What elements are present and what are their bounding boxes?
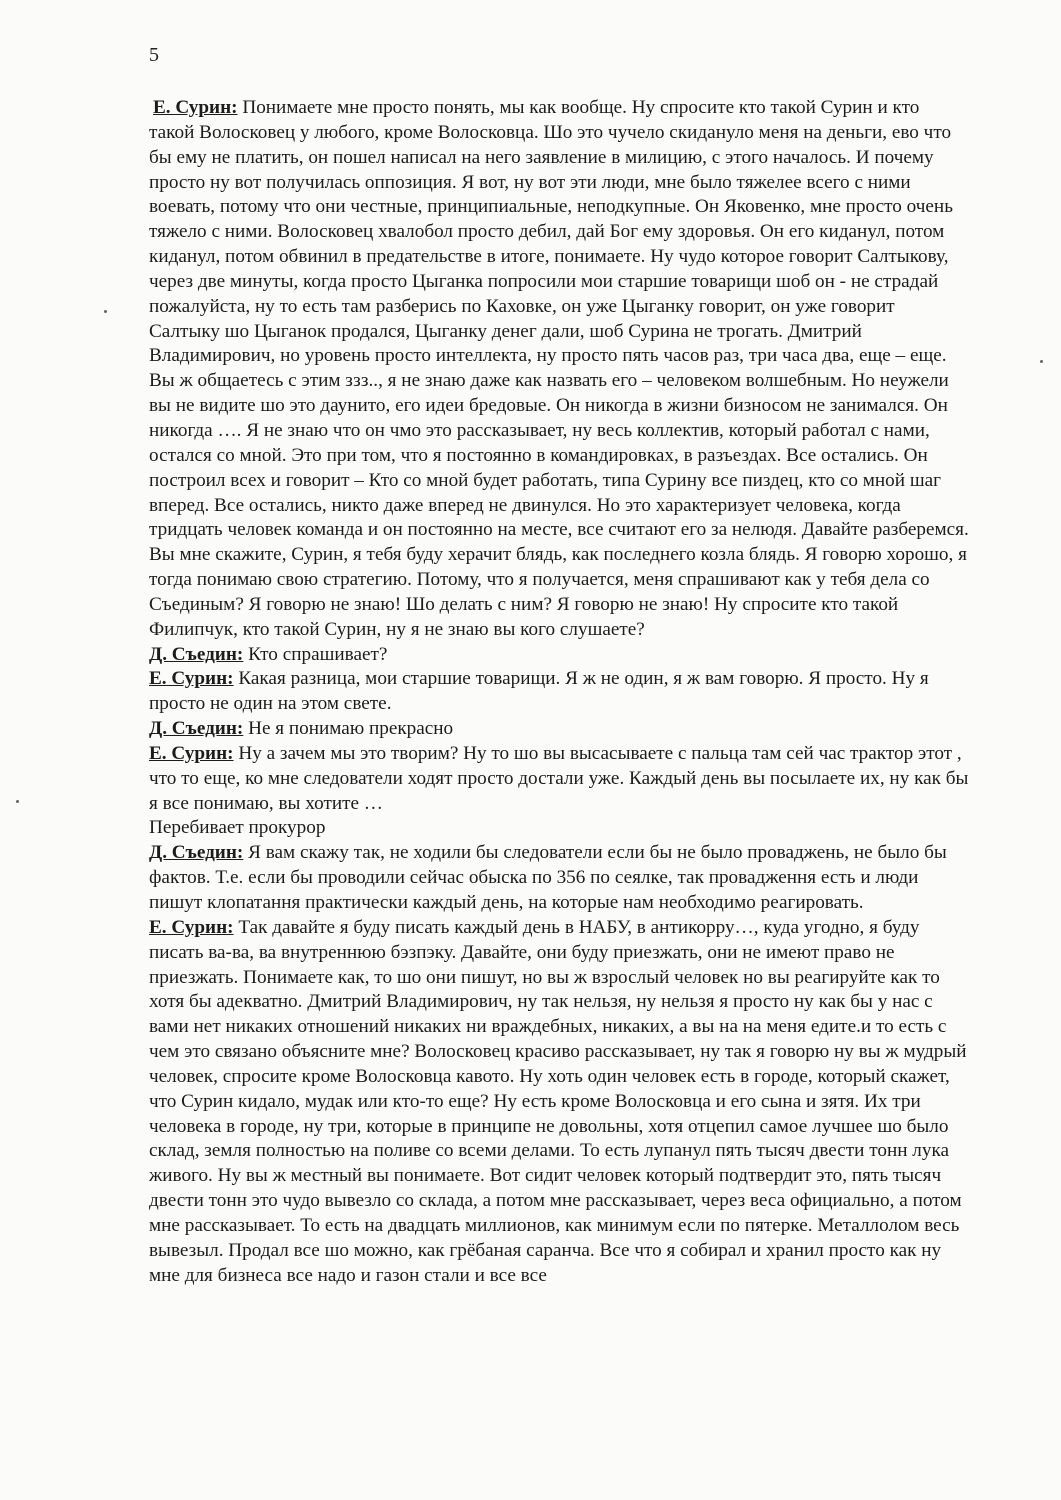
transcript-paragraph [149,667,969,717]
speaker-label: Д. Съедин: [149,643,244,665]
utterance-text: Какая разница, мои старшие товарищи. Я ж не один, я ж вам говорю. Я просто. Ну я просто не один на этом свете. [149,668,929,715]
utterance-text: Так давайте я буду писать каждый день в НАБУ, в антикорру…, куда угодно, я буду писать ва-ва, ва внутреннюю бэзпэку. Давайте, они буду приезжать, они не имеют право не приезжать. Понимаете как, то шо они пишут, но вы ж взрослый человек но вы реагируйте как то хотя бы адекватно. Дмитрий Владимирович, ну так нельзя, ну нельзя я просто ну как бы у нас с вами нет никаких отношений никаких ни враждебных, никаких, а вы на на меня едите.и то есть с чем это связано объясните мне? Волосковец красиво рассказывает, ну так я говорю ну вы ж мудрый человек, спросите кроме Волосковца кавото. Ну хоть один человек есть в городе, который скажет, что Сурин кидало, мудак или кто-то еще? Ну есть кроме Волосковца и его сына и зятя. Их три человека в городе, ну три, которые в принципе не довольны, хотя отцепил самое лучшее шо было склад, земля полностью на поливе со всеми делами. То есть лупанул пять тысяч двести тонн лука живого. Ну вы ж местный вы понимаете. Вот сидит человек который подтвердит это, пять тысяч двести тонн это чудо вывезло со склада, а потом мне рассказывает, через веса официально, а потом мне рассказывает. То есть на двадцать миллионов, как минимум если по пятерке. Металлолом весь вывезыл. Продал все шо можно, как грёбаная саранча. Все что я собирал и хранил просто как ну мне для бизнеса все надо и газон стали и все все [149,916,967,1286]
transcript-body [149,96,969,1289]
utterance-text: Не я понимаю прекрасно [243,718,454,740]
stage-direction-text: Перебивает прокурор [149,817,326,839]
scan-speck [104,310,107,313]
speaker-label: Е. Сурин: [149,916,234,938]
speaker-label: Д. Съедин: [149,842,244,864]
transcript-paragraph [149,717,969,742]
page-number: 5 [149,44,159,66]
transcript-paragraph [149,916,969,1289]
transcript-paragraph [149,742,969,817]
stage-direction [149,816,969,841]
scan-speck [1040,360,1043,363]
speaker-label: Е. Сурин: [153,97,238,118]
transcript-paragraph [149,643,969,668]
utterance-text: Ну а зачем мы это творим? Ну то шо вы высасываете с пальца там сей час трактор этот , что то еще, ко мне следователи ходят просто достали уже. Каждый день вы посылаете их, ну как бы я все понимаю, вы хотите … [149,742,969,814]
utterance-text: Понимаете мне просто понять, мы как вообще. Ну спросите кто такой Сурин и кто такой Волосковец у любого, кроме Волосковца. Шо это чучело скидануло меня на деньги, ево что бы ему не платить, он пошел написал на него заявление в милицию, с этого началось. И почему просто ну вот получилась оппозиция. Я вот, ну вот эти люди, мне было тяжелее всего с ними воевать, потому что они честные, принципиальные, неподкупные. Он Яковенко, мне просто очень тяжело с ними. Волосковец хвалобол просто дебил, дай Бог ему здоровья. Он его киданул, потом киданул, потом обвинил в предательстве в итоге, понимаете. Ну чудо которое говорит Салтыкову, через две минуты, когда просто Цыганка попросили мои старшие товарищи шоб он - не страдай пожалуйста, ну то есть там разберись по Каховке, он уже Цыганку говорит, он уже говорит Салтыку шо Цыганок продался, Цыганку денег дали, шоб Сурина не трогать. Дмитрий Владимирович, но уровень просто интеллекта, ну просто пять часов раз, три часа два, еще – еще. Вы ж общаетесь с этим ззз.., я не знаю даже как назвать его – человеком волшебным. Но неужели вы не видите шо это даунито, его идеи бредовые. Он никогда в жизни бизносом не занимался. Он никогда …. Я не знаю что он чмо это рассказывает, ну весь коллектив, который работал с нами, остался со мной. Это при том, что я постоянно в командировках, в разъездах. Все остались. Он построил всех и говорит – Кто со мной будет работать, типа Сурину все пиздец, кто со мной шаг вперед. Все остались, никто даже вперед не двинулся. Но это характеризует человека, когда тридцать человек команда и он постоянно на месте, все считают его за нелюдя. Давайте разберемся. Вы мне скажите, Сурин, я тебя буду херачит блядь, как последнего козла блядь. Я говорю хорошо, я тогда понимаю свою стратегию. Потому, что я получается, меня спрашивают как у тебя дела со Съединым? Я говорю не знаю! Шо делать с ним? Я говорю не знаю! Ну спросите кто такой Филипчук, кто такой Сурин, ну я не знаю вы кого слушаете? [149,97,969,640]
transcript-paragraph [149,841,969,916]
utterance-text: Я вам скажу так, не ходили бы следователи если бы не было проваджень, не было бы фактов. Т.е. если бы проводили сейчас обыска по 356 по сеялке, так провадження есть и люди пишут клопатання практически каждый день, на которые нам необходимо реагировать. [149,842,947,913]
speaker-label: Д. Съедин: [149,718,244,740]
speaker-label: Е. Сурин: [149,742,234,764]
transcript-paragraph [149,96,969,643]
speaker-label: Е. Сурин: [149,668,234,690]
utterance-text: Кто спрашивает? [243,643,388,665]
scan-speck [16,800,19,803]
